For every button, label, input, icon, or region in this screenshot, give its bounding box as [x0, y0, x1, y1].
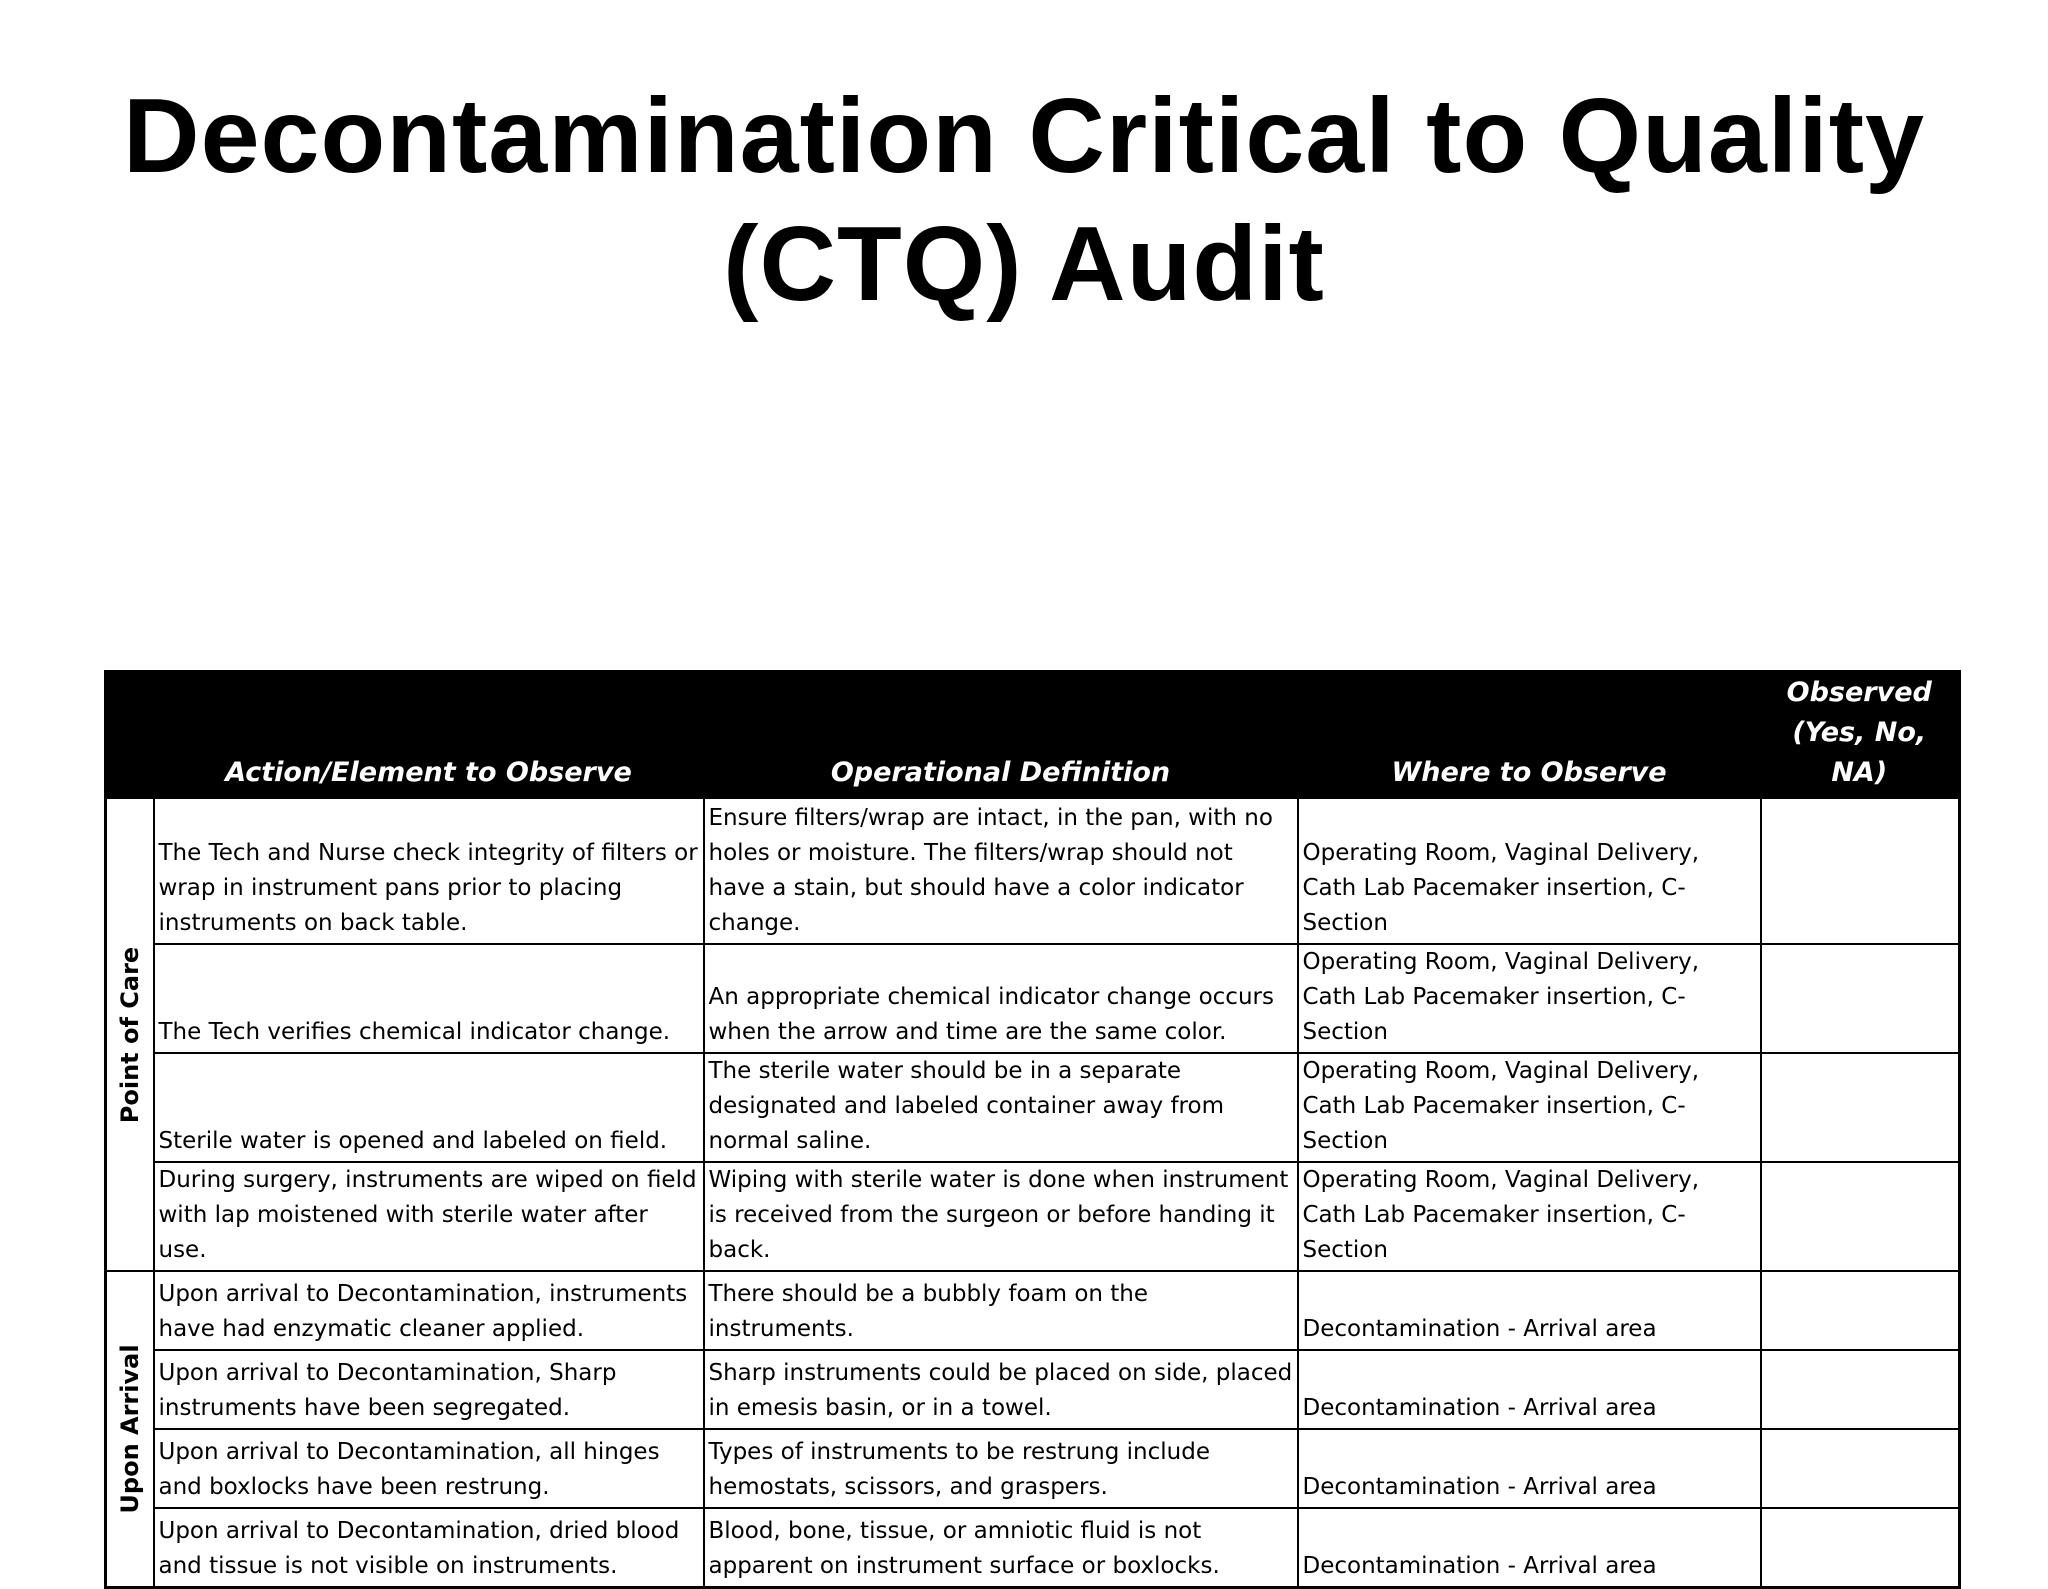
- table-header: [106, 672, 1960, 799]
- action-cell: Upon arrival to Decontamination, dried blood and tissue is not visible on instruments.: [154, 1508, 704, 1587]
- group-label-cell: [106, 1271, 154, 1587]
- action-cell: Upon arrival to Decontamination, instruments have had enzymatic cleaner applied.: [154, 1271, 704, 1350]
- observed-cell[interactable]: [1761, 1350, 1960, 1429]
- action-cell: The Tech and Nurse check integrity of filters or wrap in instrument pans prior to placing instruments on back table.: [154, 798, 704, 944]
- action-cell: The Tech verifies chemical indicator change.: [154, 944, 704, 1053]
- definition-cell: The sterile water should be in a separate designated and labeled container away from normal saline.: [704, 1053, 1298, 1162]
- definition-cell: Ensure filters/wrap are intact, in the pan, with no holes or moisture. The filters/wrap should not have a stain, but should have a color indicator change.: [704, 798, 1298, 944]
- table-row: [106, 1162, 1960, 1271]
- where-cell: Operating Room, Vaginal Delivery, Cath Lab Pacemaker insertion, C-Section: [1298, 1053, 1761, 1162]
- table-row: [106, 1053, 1960, 1162]
- observed-cell[interactable]: [1761, 1162, 1960, 1271]
- action-cell: During surgery, instruments are wiped on field with lap moistened with sterile water after use.: [154, 1162, 704, 1271]
- title-line-1: Decontamination Critical to Quality: [123, 77, 1925, 195]
- observed-cell[interactable]: [1761, 944, 1960, 1053]
- definition-cell: Types of instruments to be restrung include hemostats, scissors, and graspers.: [704, 1429, 1298, 1508]
- observed-cell[interactable]: [1761, 1271, 1960, 1350]
- where-cell: Decontamination - Arrival area: [1298, 1350, 1761, 1429]
- header-observed-line2: (Yes, No, NA): [1792, 717, 1927, 788]
- table-row: [106, 1429, 1960, 1508]
- where-cell: Decontamination - Arrival area: [1298, 1429, 1761, 1508]
- table-row: [106, 1350, 1960, 1429]
- action-cell: Sterile water is opened and labeled on field.: [154, 1053, 704, 1162]
- page-title: [0, 72, 2048, 328]
- observed-cell[interactable]: [1761, 1508, 1960, 1587]
- definition-cell: Wiping with sterile water is done when instrument is received from the surgeon or before handing it back.: [704, 1162, 1298, 1271]
- ctq-audit-table: [104, 670, 1961, 1589]
- table-row: [106, 1271, 1960, 1350]
- where-cell: Decontamination - Arrival area: [1298, 1508, 1761, 1587]
- table-row: [106, 1508, 1960, 1587]
- header-definition: Operational Definition: [704, 672, 1298, 799]
- definition-cell: Blood, bone, tissue, or amniotic fluid is not apparent on instrument surface or boxlocks.: [704, 1508, 1298, 1587]
- observed-cell[interactable]: [1761, 1053, 1960, 1162]
- header-action: Action/Element to Observe: [154, 672, 704, 799]
- header-observed: [1761, 672, 1960, 799]
- definition-cell: Sharp instruments could be placed on side, placed in emesis basin, or in a towel.: [704, 1350, 1298, 1429]
- where-cell: Operating Room, Vaginal Delivery, Cath Lab Pacemaker insertion, C-Section: [1298, 1162, 1761, 1271]
- table-row: [106, 798, 1960, 944]
- where-cell: Decontamination - Arrival area: [1298, 1271, 1761, 1350]
- where-cell: Operating Room, Vaginal Delivery, Cath Lab Pacemaker insertion, C-Section: [1298, 798, 1761, 944]
- definition-cell: An appropriate chemical indicator change occurs when the arrow and time are the same color.: [704, 944, 1298, 1053]
- header-where: Where to Observe: [1298, 672, 1761, 799]
- group-label-point-of-care: Point of Care: [115, 946, 144, 1123]
- definition-cell: There should be a bubbly foam on the instruments.: [704, 1271, 1298, 1350]
- table-body: [106, 798, 1960, 1587]
- header-row: [106, 672, 1960, 799]
- header-observed-line1: Observed: [1786, 677, 1932, 708]
- group-label-upon-arrival: Upon Arrival: [115, 1344, 144, 1514]
- header-group-spacer: [106, 672, 154, 799]
- action-cell: Upon arrival to Decontamination, Sharp instruments have been segregated.: [154, 1350, 704, 1429]
- group-label-cell: [106, 798, 154, 1271]
- action-cell: Upon arrival to Decontamination, all hinges and boxlocks have been restrung.: [154, 1429, 704, 1508]
- where-cell: Operating Room, Vaginal Delivery, Cath Lab Pacemaker insertion, C-Section: [1298, 944, 1761, 1053]
- table-row: [106, 944, 1960, 1053]
- observed-cell[interactable]: [1761, 1429, 1960, 1508]
- observed-cell[interactable]: [1761, 798, 1960, 944]
- title-line-2: (CTQ) Audit: [723, 205, 1325, 323]
